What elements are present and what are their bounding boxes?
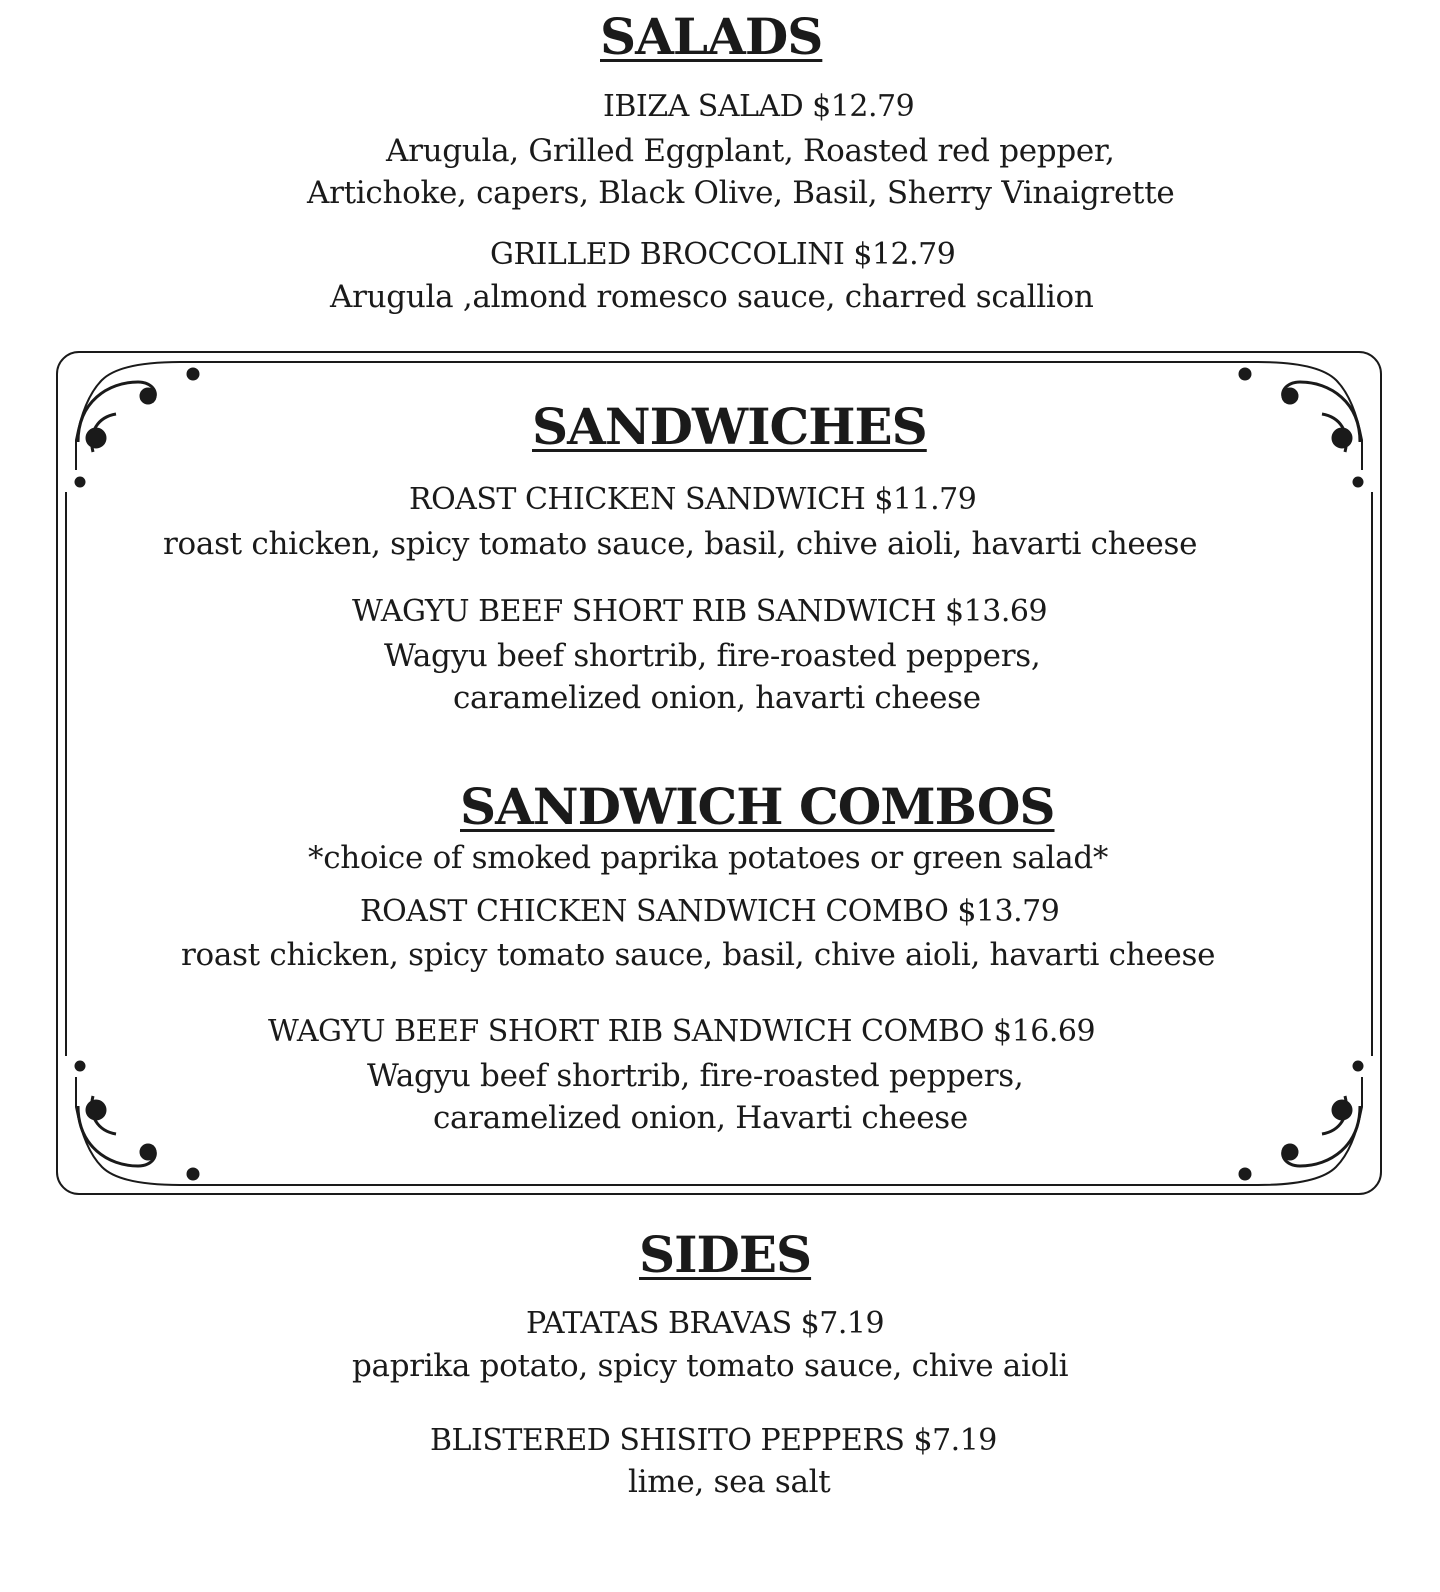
wagyu-sandwich-desc-line-2: caramelized onion, havarti cheese xyxy=(453,680,981,716)
shishito-peppers-desc: lime, sea salt xyxy=(628,1464,831,1500)
grilled-broccolini-name: GRILLED BROCCOLINI $12.79 xyxy=(490,237,956,272)
wagyu-combo-desc-line-2: caramelized onion, Havarti cheese xyxy=(433,1100,968,1136)
patatas-bravas-desc: paprika potato, spicy tomato sauce, chive aioli xyxy=(352,1348,1069,1384)
wagyu-combo-name: WAGYU BEEF SHORT RIB SANDWICH COMBO $16.69 xyxy=(268,1014,1096,1049)
wagyu-combo-desc-line-1: Wagyu beef shortrib, fire-roasted peppers, xyxy=(367,1058,1024,1094)
salads-heading: SALADS xyxy=(600,7,823,66)
roast-chicken-combo-desc: roast chicken, spicy tomato sauce, basil, chive aioli, havarti cheese xyxy=(181,937,1216,973)
wagyu-sandwich-desc-line-1: Wagyu beef shortrib, fire-roasted peppers, xyxy=(384,638,1041,674)
roast-chicken-sandwich-desc: roast chicken, spicy tomato sauce, basil, chive aioli, havarti cheese xyxy=(163,526,1198,562)
wagyu-sandwich-name: WAGYU BEEF SHORT RIB SANDWICH $13.69 xyxy=(352,594,1048,629)
ibiza-salad-desc-line-1: Arugula, Grilled Eggplant, Roasted red pepper, xyxy=(386,133,1115,169)
flourish-top-left-icon xyxy=(75,368,199,487)
combos-note: *choice of smoked paprika potatoes or green salad* xyxy=(308,840,1109,876)
sandwiches-heading: SANDWICHES xyxy=(532,397,927,456)
roast-chicken-combo-name: ROAST CHICKEN SANDWICH COMBO $13.79 xyxy=(360,894,1060,929)
shishito-peppers-name: BLISTERED SHISITO PEPPERS $7.19 xyxy=(430,1423,997,1458)
flourish-bottom-right-icon xyxy=(1239,1061,1363,1180)
flourish-bottom-left-icon xyxy=(75,1061,199,1180)
patatas-bravas-name: PATATAS BRAVAS $7.19 xyxy=(526,1306,885,1341)
sides-heading: SIDES xyxy=(639,1225,812,1284)
roast-chicken-sandwich-name: ROAST CHICKEN SANDWICH $11.79 xyxy=(409,482,977,517)
combos-heading: SANDWICH COMBOS xyxy=(460,777,1055,836)
ibiza-salad-desc-line-2: Artichoke, capers, Black Olive, Basil, Sherry Vinaigrette xyxy=(307,175,1175,211)
flourish-top-right-icon xyxy=(1239,368,1363,487)
ibiza-salad-name: IBIZA SALAD $12.79 xyxy=(603,89,915,124)
grilled-broccolini-desc: Arugula ,almond romesco sauce, charred scallion xyxy=(330,279,1094,315)
